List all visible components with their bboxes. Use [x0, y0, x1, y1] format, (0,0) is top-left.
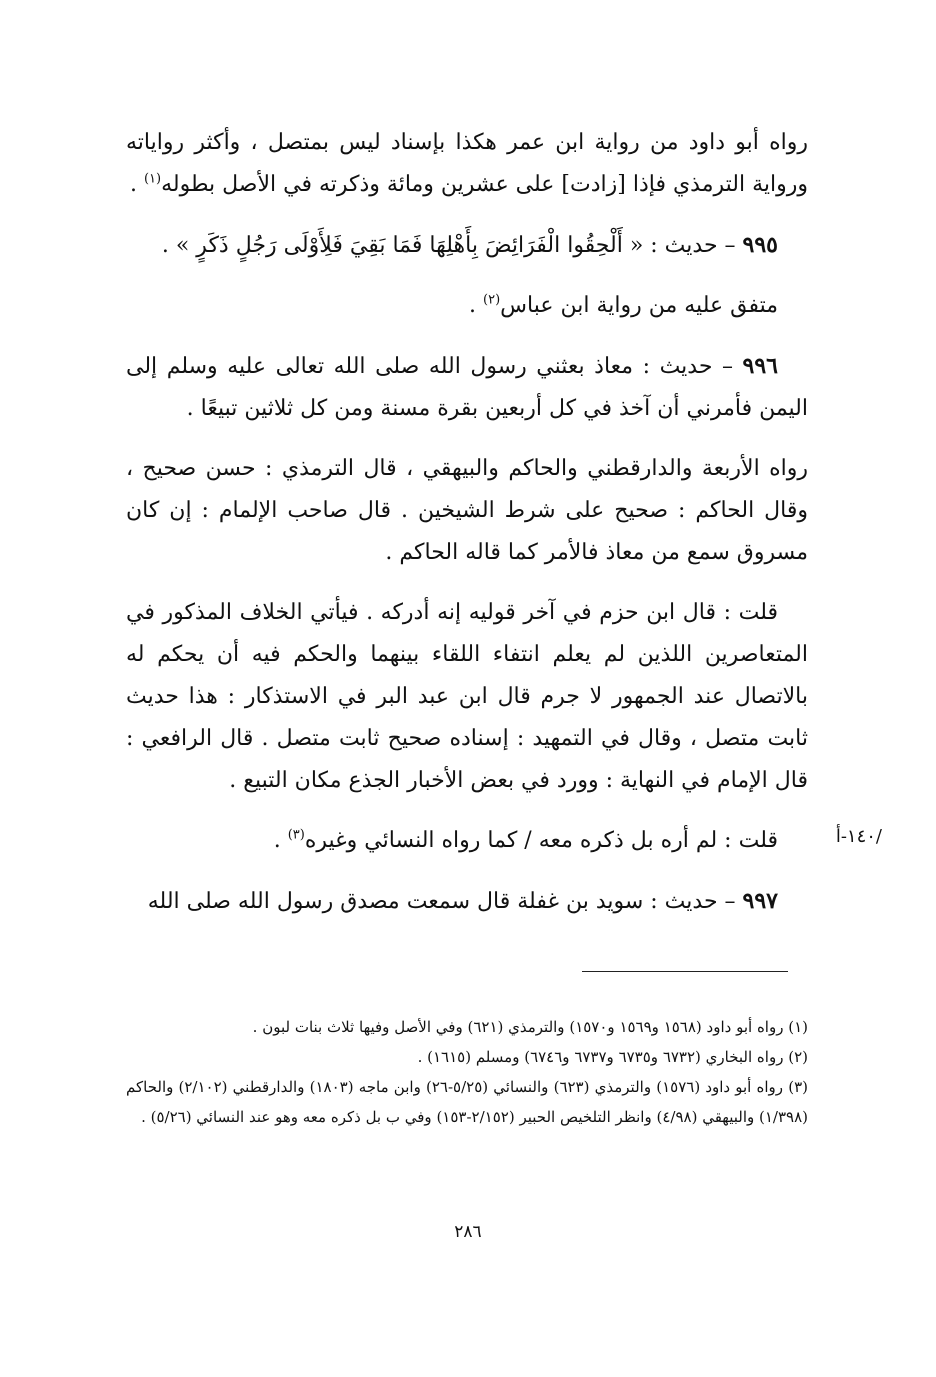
hadith-997 — [126, 880, 808, 923]
paragraph-narrators — [126, 448, 808, 574]
hadith-text: – حديث : « أَلْحِقُوا الْفَرَائِضَ بِأَهْلِهَا فَمَا بَقِيَ فَلِأَوْلَى رَجُلٍ ذَكَرٍ » . — [161, 233, 743, 258]
footnote-divider — [582, 971, 788, 972]
footnote-3: (٣) رواه أبو داود (١٥٧٦) والترمذي (٦٢٣) والنسائي (٥/٢٥-٢٦) وابن ماجه (١٨٠٣) والدارقطني (٢/١٠٢) والحاكم (١/٣٩٨) والبيهقي (٤/٩٨) وانظر التلخيص الحبير (٢/١٥٢-١٥٣) وفي ب بل ذكره معه وهو عند النسائي (٥/٢٦) . — [126, 1078, 808, 1126]
footnote-1: (١) رواه أبو داود (١٥٦٨ و١٥٦٩ و١٥٧٠) والترمذي (٦٢١) وفي الأصل وفيها ثلاث بنات لبون . — [252, 1018, 808, 1036]
manuscript-folio-note: /١٤٠-أ — [835, 826, 882, 847]
footnote-2: (٢) رواه البخاري (٦٧٣٢ و٦٧٣٥ و٦٧٣٧ و٦٧٤٦) ومسلم (١٦١٥) . — [417, 1048, 808, 1066]
paragraph-text: رواه الأربعة والدارقطني والحاكم والبيهقي ، قال الترمذي : حسن صحيح ، وقال الحاكم : صحيح على شرط الشيخين . قال صاحب الإلمام : إن كان مسروق سمع من معاذ فالأمر كما قاله الحاكم . — [126, 456, 808, 565]
paragraph-muttafaq — [126, 285, 808, 327]
hadith-number: ٩٩٧ — [742, 888, 778, 914]
paragraph-ibn-hazm — [126, 592, 808, 802]
paragraph-text: متفق عليه من رواية ابن عباس — [500, 293, 778, 318]
paragraph-text: قلت : لم أره بل ذكره معه / كما رواه النسائي وغيره — [304, 828, 778, 853]
footnotes — [126, 1012, 808, 1132]
hadith-text: – حديث : معاذ بعثني رسول الله صلى الله تعالى عليه وسلم إلى اليمن فأمرني أن آخذ في كل أربعين بقرة مسنة ومن كل ثلاثين تبيعًا . — [126, 354, 808, 421]
hadith-995 — [126, 224, 808, 267]
paragraph-nasai — [126, 820, 808, 862]
footnote-ref: (٢) — [483, 292, 501, 308]
hadith-number: ٩٩٥ — [742, 232, 778, 258]
hadith-text: – حديث : سويد بن غفلة قال سمعت مصدق رسول الله صلى الله — [147, 889, 743, 914]
paragraph-tail: . — [273, 828, 288, 853]
hadith-number: ٩٩٦ — [742, 353, 778, 379]
main-text — [126, 122, 808, 941]
hadith-996 — [126, 345, 808, 430]
footnote-ref: (١) — [143, 171, 162, 187]
paragraph-tail: . — [469, 293, 484, 318]
paragraph-text: قلت : قال ابن حزم في آخر قوليه إنه أدركه . فيأتي الخلاف المذكور في المتعاصرين اللذين لم يعلم انتفاء اللقاء بينهما والحكم فيه أن يحكم له بالاتصال عند الجمهور لا جرم قال ابن عبد البر في الاستذكار : هذا حديث ثابت متصل ، وقال في التمهيد : إسناده صحيح ثابت متصل . قال الرافعي : قال الإمام في النهاية : وورد في بعض الأخبار الجذع مكان التبيع . — [126, 600, 808, 793]
paragraph-abu-dawud-narration — [126, 122, 808, 206]
page-number: ٢٨٦ — [454, 1222, 482, 1242]
paragraph-tail: . — [129, 172, 144, 197]
paragraph-text: رواه أبو داود من رواية ابن عمر هكذا بإسناد ليس بمتصل ، وأكثر رواياته ورواية الترمذي فإذا [زادت] على عشرين ومائة وذكرته في الأصل بطوله — [126, 130, 808, 197]
footnote-ref: (٣) — [287, 827, 305, 843]
